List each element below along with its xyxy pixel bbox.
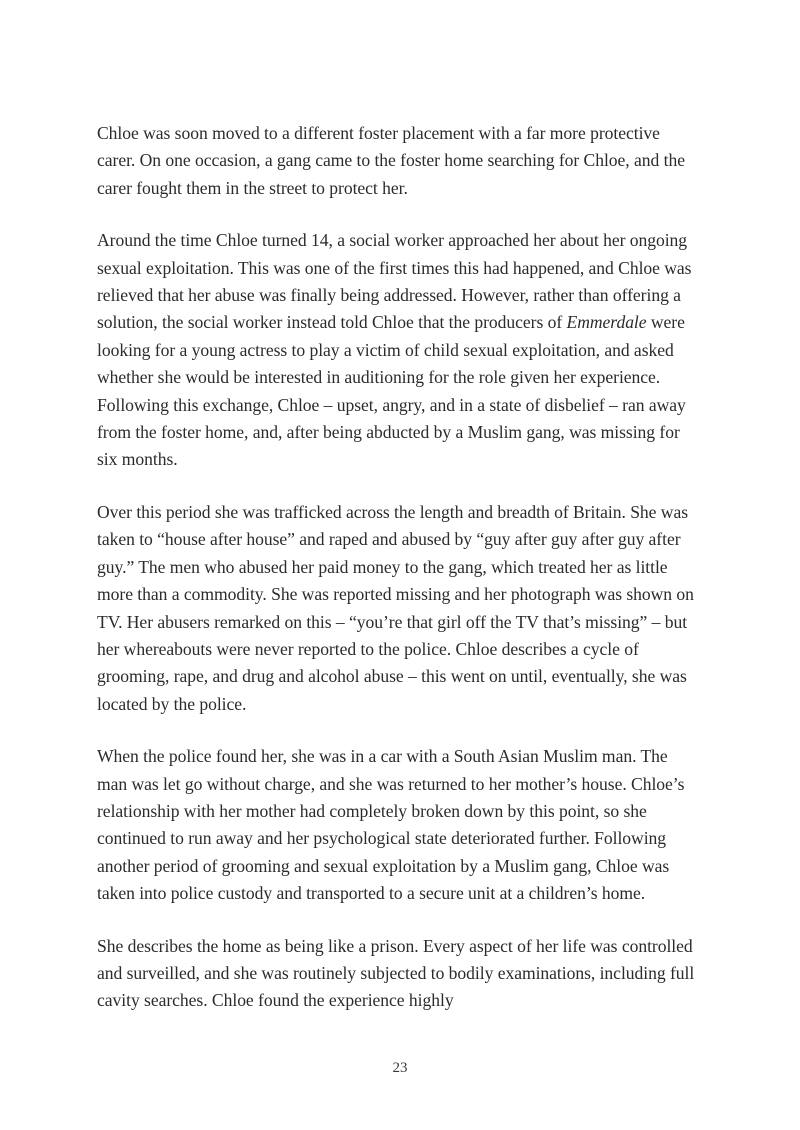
show-title-emmerdale: Emmerdale <box>566 312 647 333</box>
paragraph-2 <box>97 227 697 474</box>
paragraph-2-text-after: were looking for a young actress to play a victim of child sexual exploitation, and asked whether she would be interested in auditioning for the role given her experience. Following this exchange, Chloe – upset, angry, and in a state of disbelief – ran away from the foster home, and, after being abducted by a Muslim gang, was missing for six months. <box>97 312 686 470</box>
page-body <box>97 120 697 1040</box>
paragraph-1: Chloe was soon moved to a different foster placement with a far more protective carer. On one occasion, a gang came to the foster home searching for Chloe, and the carer fought them in the street to protect her. <box>97 123 685 198</box>
page-number: 23 <box>392 1060 408 1076</box>
paragraph-5: She describes the home as being like a prison. Every aspect of her life was controlled and surveilled, and she was routinely subjected to bodily examinations, including full cavity searches. Chloe found the experience highly <box>97 935 695 1011</box>
paragraph-4: When the police found her, she was in a car with a South Asian Muslim man. The man was let go without charge, and she was returned to her mother’s house. Chloe’s relationship with her mother had completely broken down by this point, so she continued to run away and her psychological state deteriorated further. Following another period of grooming and sexual exploitation by a Muslim gang, Chloe was taken into police custody and transported to a secure unit at a children’s home. <box>97 746 685 904</box>
paragraph-2-text-before: Around the time Chloe turned 14, a social worker approached her about her ongoing sexual exploitation. This was one of the first times this had happened, and Chloe was relieved that her abuse was finally being addressed. However, rather than offering a solution, the social worker instead told Chloe that the producers of <box>97 230 692 333</box>
paragraph-3: Over this period she was trafficked across the length and breadth of Britain. She was taken to “house after house” and raped and abused by “guy after guy after guy after guy.” The men who abused her paid money to the gang, which treated her as little more than a commodity. She was reported missing and her photograph was shown on TV. Her abusers remarked on this – “you’re that girl off the TV that’s missing” – but her whereabouts were never reported to the police. Chloe describes a cycle of grooming, rape, and drug and alcohol abuse – this went on until, eventually, she was located by the police. <box>97 501 694 714</box>
